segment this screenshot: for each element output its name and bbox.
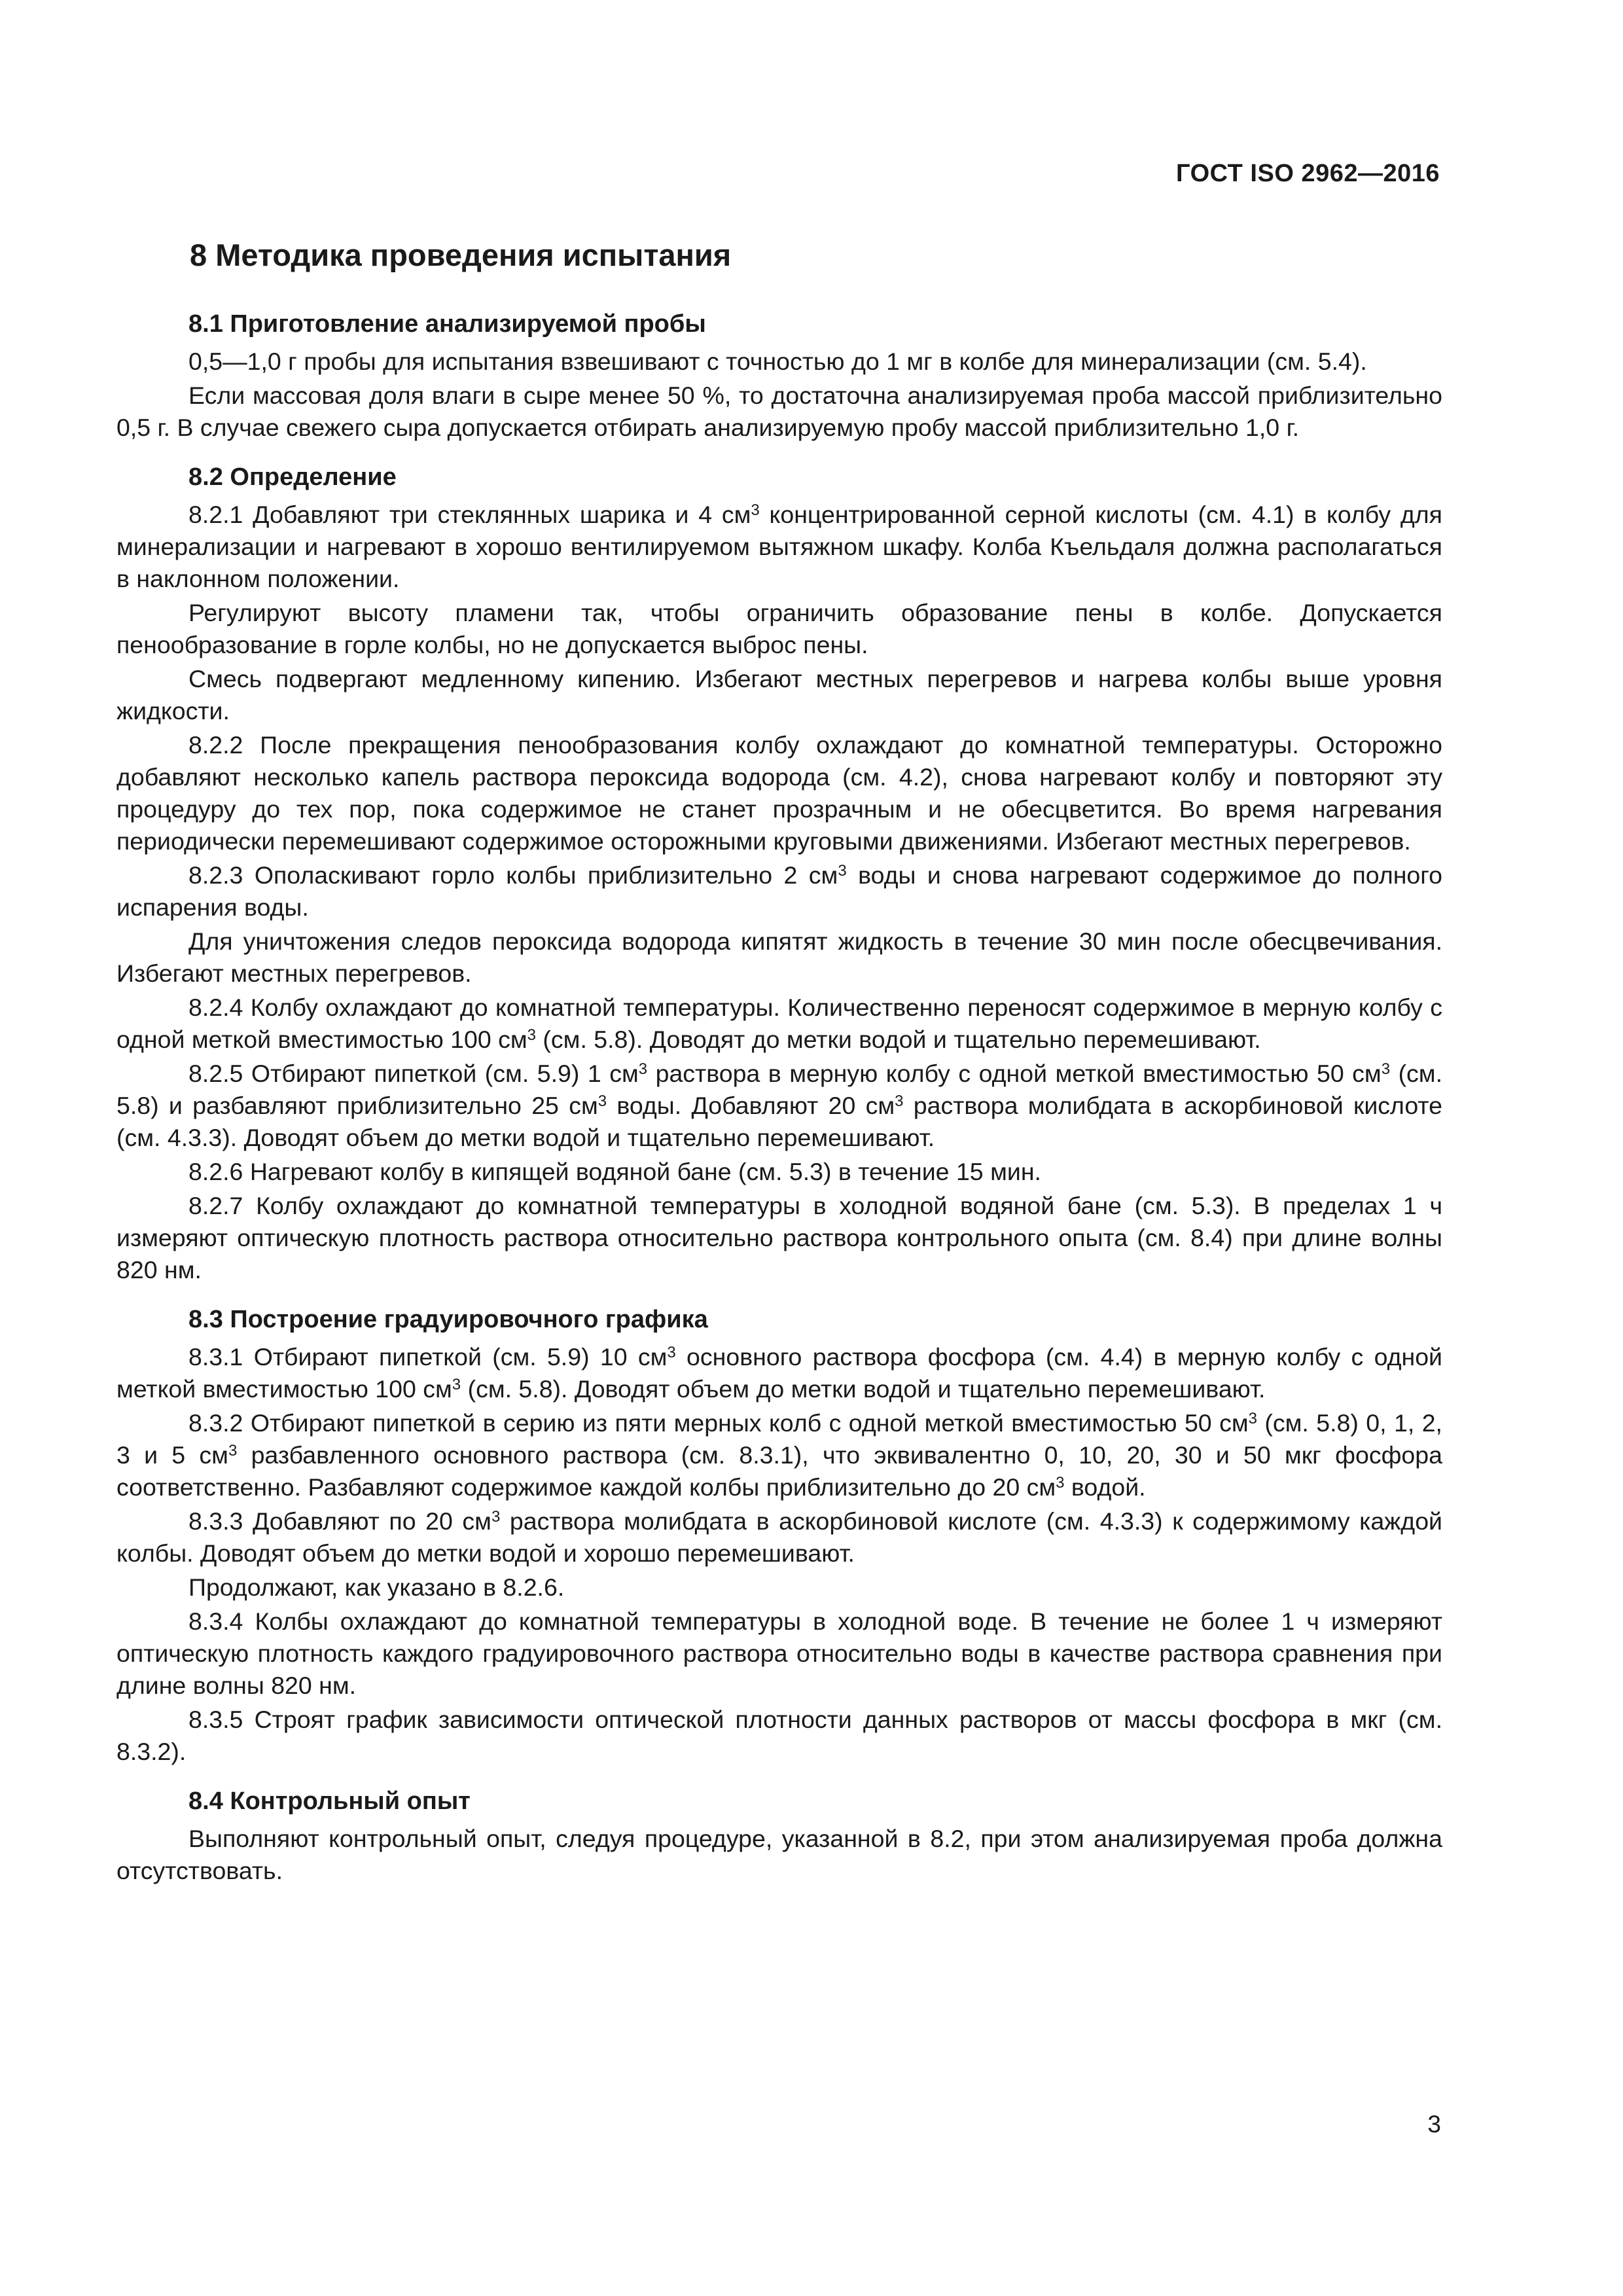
text-run: 8.2.1 Добавляют три стеклянных шарика и 4 см bbox=[188, 501, 751, 528]
page-content bbox=[116, 223, 1442, 1889]
paragraph bbox=[116, 1823, 1442, 1887]
superscript: 3 bbox=[597, 1092, 607, 1110]
text-run: основного раствора фосфора (см. 4.4) в мерную колбу с одной меткой вместимостью 100 см bbox=[116, 1343, 1442, 1403]
paragraph bbox=[116, 1605, 1442, 1702]
paragraph bbox=[116, 663, 1442, 727]
superscript: 3 bbox=[452, 1376, 461, 1393]
paragraph bbox=[116, 1704, 1442, 1768]
paragraph bbox=[116, 1505, 1442, 1570]
text-run: (см. 5.8) 0, 1, 2, 3 и 5 см bbox=[116, 1409, 1442, 1469]
paragraph bbox=[116, 597, 1442, 661]
text-run: 8.3.2 Отбирают пипеткой в серию из пяти мерных колб с одной меткой вместимостью 50 см bbox=[188, 1409, 1249, 1437]
page-number: 3 bbox=[1427, 2111, 1441, 2138]
text-run: Продолжают, как указано в 8.2.6. bbox=[188, 1573, 565, 1601]
superscript: 3 bbox=[1056, 1474, 1065, 1492]
text-run: разбавленного основного раствора (см. 8.3.1), что эквивалентно 0, 10, 20, 30 и 50 мкг фосфора соответственно. Разбавляют содержимое каждой колбы приблизительно до 20 см bbox=[116, 1441, 1442, 1501]
text-run: 8.3.3 Добавляют по 20 см bbox=[188, 1507, 491, 1535]
paragraph bbox=[116, 1341, 1442, 1405]
text-run: Если массовая доля влаги в сыре менее 50 %, то достаточна анализируемая проба массой приблизительно 0,5 г. В случае свежего сыра допускается отбирать анализируемую пробу массой приблизительно 1,0 г. bbox=[116, 382, 1442, 441]
superscript: 3 bbox=[228, 1442, 238, 1460]
subsection bbox=[116, 1303, 1442, 1768]
paragraph bbox=[116, 1058, 1442, 1154]
text-run: 8.2.4 Колбу охлаждают до комнатной температуры. Количественно переносят содержимое в мерную колбу с одной меткой вместимостью 100 см bbox=[116, 994, 1442, 1053]
superscript: 3 bbox=[667, 1344, 676, 1361]
text-run: Для уничтожения следов пероксида водорода кипятят жидкость в течение 30 мин после обесцвечивания. Избегают местных перегревов. bbox=[116, 927, 1442, 987]
text-run: 8.3.5 Строят график зависимости оптической плотности данных растворов от массы фосфора в мкг (см. 8.3.2). bbox=[116, 1706, 1442, 1765]
text-run: раствора молибдата в аскорбиновой кислоте (см. 4.3.3). Доводят объем до метки водой и тщательно перемешивают. bbox=[116, 1092, 1442, 1151]
text-run: 8.2.5 Отбирают пипеткой (см. 5.9) 1 см bbox=[188, 1060, 639, 1087]
text-run: 8.2.2 После прекращения пенообразования колбу охлаждают до комнатной температуры. Осторожно добавляют несколько капель раствора пероксида водорода (см. 4.2), снова нагревают колбу и повторяют эту процедуру до тех пор, пока содержимое не станет прозрачным и не обесцветится. Во время нагревания периодически перемешивают содержимое осторожными круговыми движениями. Избегают местных перегревов. bbox=[116, 731, 1442, 855]
subsection-title: 8.1 Приготовление анализируемой пробы bbox=[188, 310, 706, 338]
text-run: Выполняют контрольный опыт, следуя процедуре, указанной в 8.2, при этом анализируемая проба должна отсутствовать. bbox=[116, 1825, 1442, 1884]
paragraph bbox=[116, 729, 1442, 857]
text-run: воды и снова нагревают содержимое до полного испарения воды. bbox=[116, 861, 1442, 921]
subsection-title: 8.2 Определение bbox=[188, 463, 397, 491]
paragraph bbox=[116, 859, 1442, 924]
section-title: 8 Методика проведения испытания bbox=[190, 238, 732, 272]
paragraph bbox=[116, 380, 1442, 444]
text-run: 0,5—1,0 г пробы для испытания взвешивают с точностью до 1 мг в колбе для минерализации (см. 5.4). bbox=[188, 348, 1367, 375]
text-run: раствора молибдата в аскорбиновой кислоте (см. 4.3.3) к содержимому каждой колбы. Доводят объем до метки водой и хорошо перемешивают. bbox=[116, 1507, 1442, 1567]
text-run: 8.2.7 Колбу охлаждают до комнатной температуры в холодной водяной бане (см. 5.3). В пределах 1 ч измеряют оптическую плотность раствора относительно раствора контрольного опыта (см. 8.4) при длине волны 820 нм. bbox=[116, 1192, 1442, 1283]
subsections-container bbox=[116, 308, 1442, 1887]
text-run: концентрированной серной кислоты (см. 4.1) в колбу для минерализации и нагревают в хорошо вентилируемом вытяжном шкафу. Колба Къельдаля должна располагаться в наклонном положении. bbox=[116, 501, 1442, 592]
paragraph bbox=[116, 1407, 1442, 1503]
superscript: 3 bbox=[838, 862, 847, 880]
text-run: раствора в мерную колбу с одной меткой вместимостью 50 см bbox=[647, 1060, 1382, 1087]
text-run: (см. 5.8). Доводят объем до метки водой и тщательно перемешивают. bbox=[461, 1375, 1266, 1403]
paragraph bbox=[116, 346, 1442, 378]
subsection-title: 8.4 Контрольный опыт bbox=[188, 1787, 471, 1815]
paragraph bbox=[116, 925, 1442, 990]
text-run: водой. bbox=[1064, 1473, 1146, 1501]
superscript: 3 bbox=[491, 1508, 501, 1526]
paragraph bbox=[116, 1571, 1442, 1604]
superscript: 3 bbox=[527, 1026, 536, 1044]
superscript: 3 bbox=[1381, 1060, 1391, 1078]
paragraph bbox=[116, 1156, 1442, 1188]
paragraph bbox=[116, 992, 1442, 1056]
subsection bbox=[116, 308, 1442, 444]
paragraph bbox=[116, 499, 1442, 595]
subsection bbox=[116, 461, 1442, 1286]
text-run: 8.3.1 Отбирают пипеткой (см. 5.9) 10 см bbox=[188, 1343, 668, 1371]
paragraph bbox=[116, 1190, 1442, 1286]
superscript: 3 bbox=[1248, 1410, 1257, 1427]
superscript: 3 bbox=[895, 1092, 904, 1110]
text-run: (см. 5.8). Доводят до метки водой и тщательно перемешивают. bbox=[536, 1026, 1261, 1053]
superscript: 3 bbox=[638, 1060, 648, 1078]
text-run: (см. 5.8) и разбавляют приблизительно 25 см bbox=[116, 1060, 1443, 1119]
text-run: Регулируют высоту пламени так, чтобы ограничить образование пены в колбе. Допускается пенообразование в горле колбы, но не допускается выброс пены. bbox=[116, 599, 1442, 658]
text-run: воды. Добавляют 20 см bbox=[607, 1092, 895, 1119]
text-run: 8.2.6 Нагревают колбу в кипящей водяной бане (см. 5.3) в течение 15 мин. bbox=[188, 1158, 1041, 1185]
text-run: 8.3.4 Колбы охлаждают до комнатной температуры в холодной воде. В течение не более 1 ч измеряют оптическую плотность каждого градуировочного раствора относительно воды в качестве раствора сравнения при длине волны 820 нм. bbox=[116, 1607, 1442, 1699]
superscript: 3 bbox=[751, 501, 760, 519]
text-run: 8.2.3 Ополаскивают горло колбы приблизительно 2 см bbox=[188, 861, 838, 889]
subsection-title: 8.3 Построение градуировочного графика bbox=[188, 1306, 708, 1333]
document-code-header: ГОСТ ISO 2962—2016 bbox=[1176, 160, 1440, 187]
text-run: Смесь подвергают медленному кипению. Избегают местных перегревов и нагрева колбы выше уровня жидкости. bbox=[116, 665, 1442, 725]
subsection bbox=[116, 1785, 1442, 1887]
